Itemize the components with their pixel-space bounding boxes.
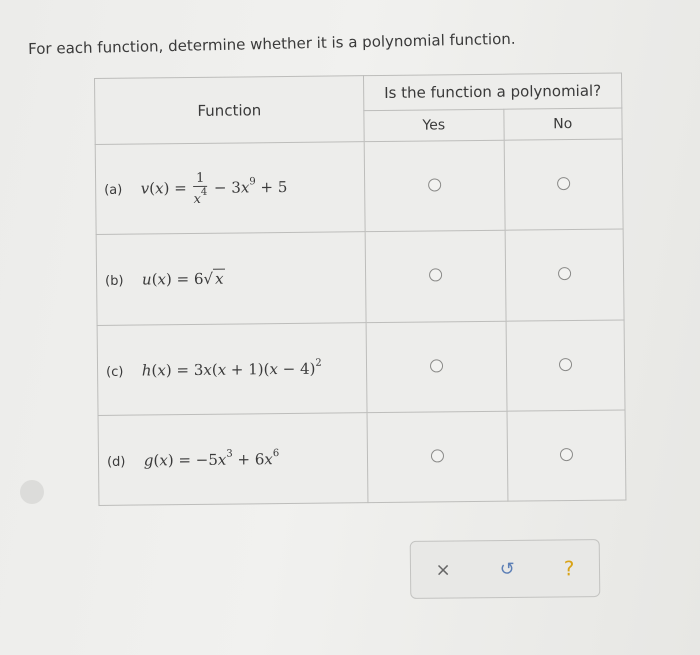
table-row-a <box>95 139 623 235</box>
clear-button[interactable]: × <box>435 559 451 581</box>
function-column-header: Function <box>95 76 365 145</box>
function-d-expression: $g(x) = -5x^3 + 6x^6$ <box>143 448 280 470</box>
radio-a-no[interactable] <box>557 177 570 190</box>
row-label-d: (d) <box>106 455 126 471</box>
undo-button[interactable]: ↺ <box>499 558 515 580</box>
row-label-a: (a) <box>104 182 123 198</box>
radio-a-yes[interactable] <box>428 179 441 192</box>
radio-c-no[interactable] <box>559 358 572 371</box>
function-cell-b <box>96 232 366 325</box>
decorative-dot <box>20 480 44 504</box>
row-label-c: (c) <box>106 364 124 381</box>
table-row-c <box>97 320 625 416</box>
row-label-b: (b) <box>105 273 124 289</box>
polynomial-column-header: Is the function a polynomial? <box>363 73 621 111</box>
table-row-d <box>98 410 626 506</box>
function-a-expression: v(x) = $\frac{1}{x^4}$ − $3x^9 + 5$ <box>140 170 288 207</box>
radio-c-yes[interactable] <box>430 359 443 372</box>
function-cell-c <box>97 322 367 415</box>
instruction-text: For each function, determine whether it is a polynomial function. <box>28 29 516 58</box>
help-button[interactable]: ? <box>563 556 575 581</box>
yes-column-header: Yes <box>364 109 504 142</box>
table-row-b <box>96 229 624 325</box>
function-b-expression: u(x) = 6√ x <box>141 269 224 289</box>
polynomial-table <box>94 72 626 506</box>
radio-d-yes[interactable] <box>431 449 444 462</box>
radio-d-no[interactable] <box>560 448 573 461</box>
radio-b-no[interactable] <box>558 267 571 280</box>
answer-toolbar <box>410 539 601 599</box>
function-c-expression: $h(x) = 3x(x + 1)(x - 4)^2$ <box>141 357 322 380</box>
no-column-header: No <box>503 108 622 140</box>
radio-b-yes[interactable] <box>429 269 442 282</box>
function-cell-d <box>98 412 368 505</box>
function-cell-a <box>95 142 365 235</box>
